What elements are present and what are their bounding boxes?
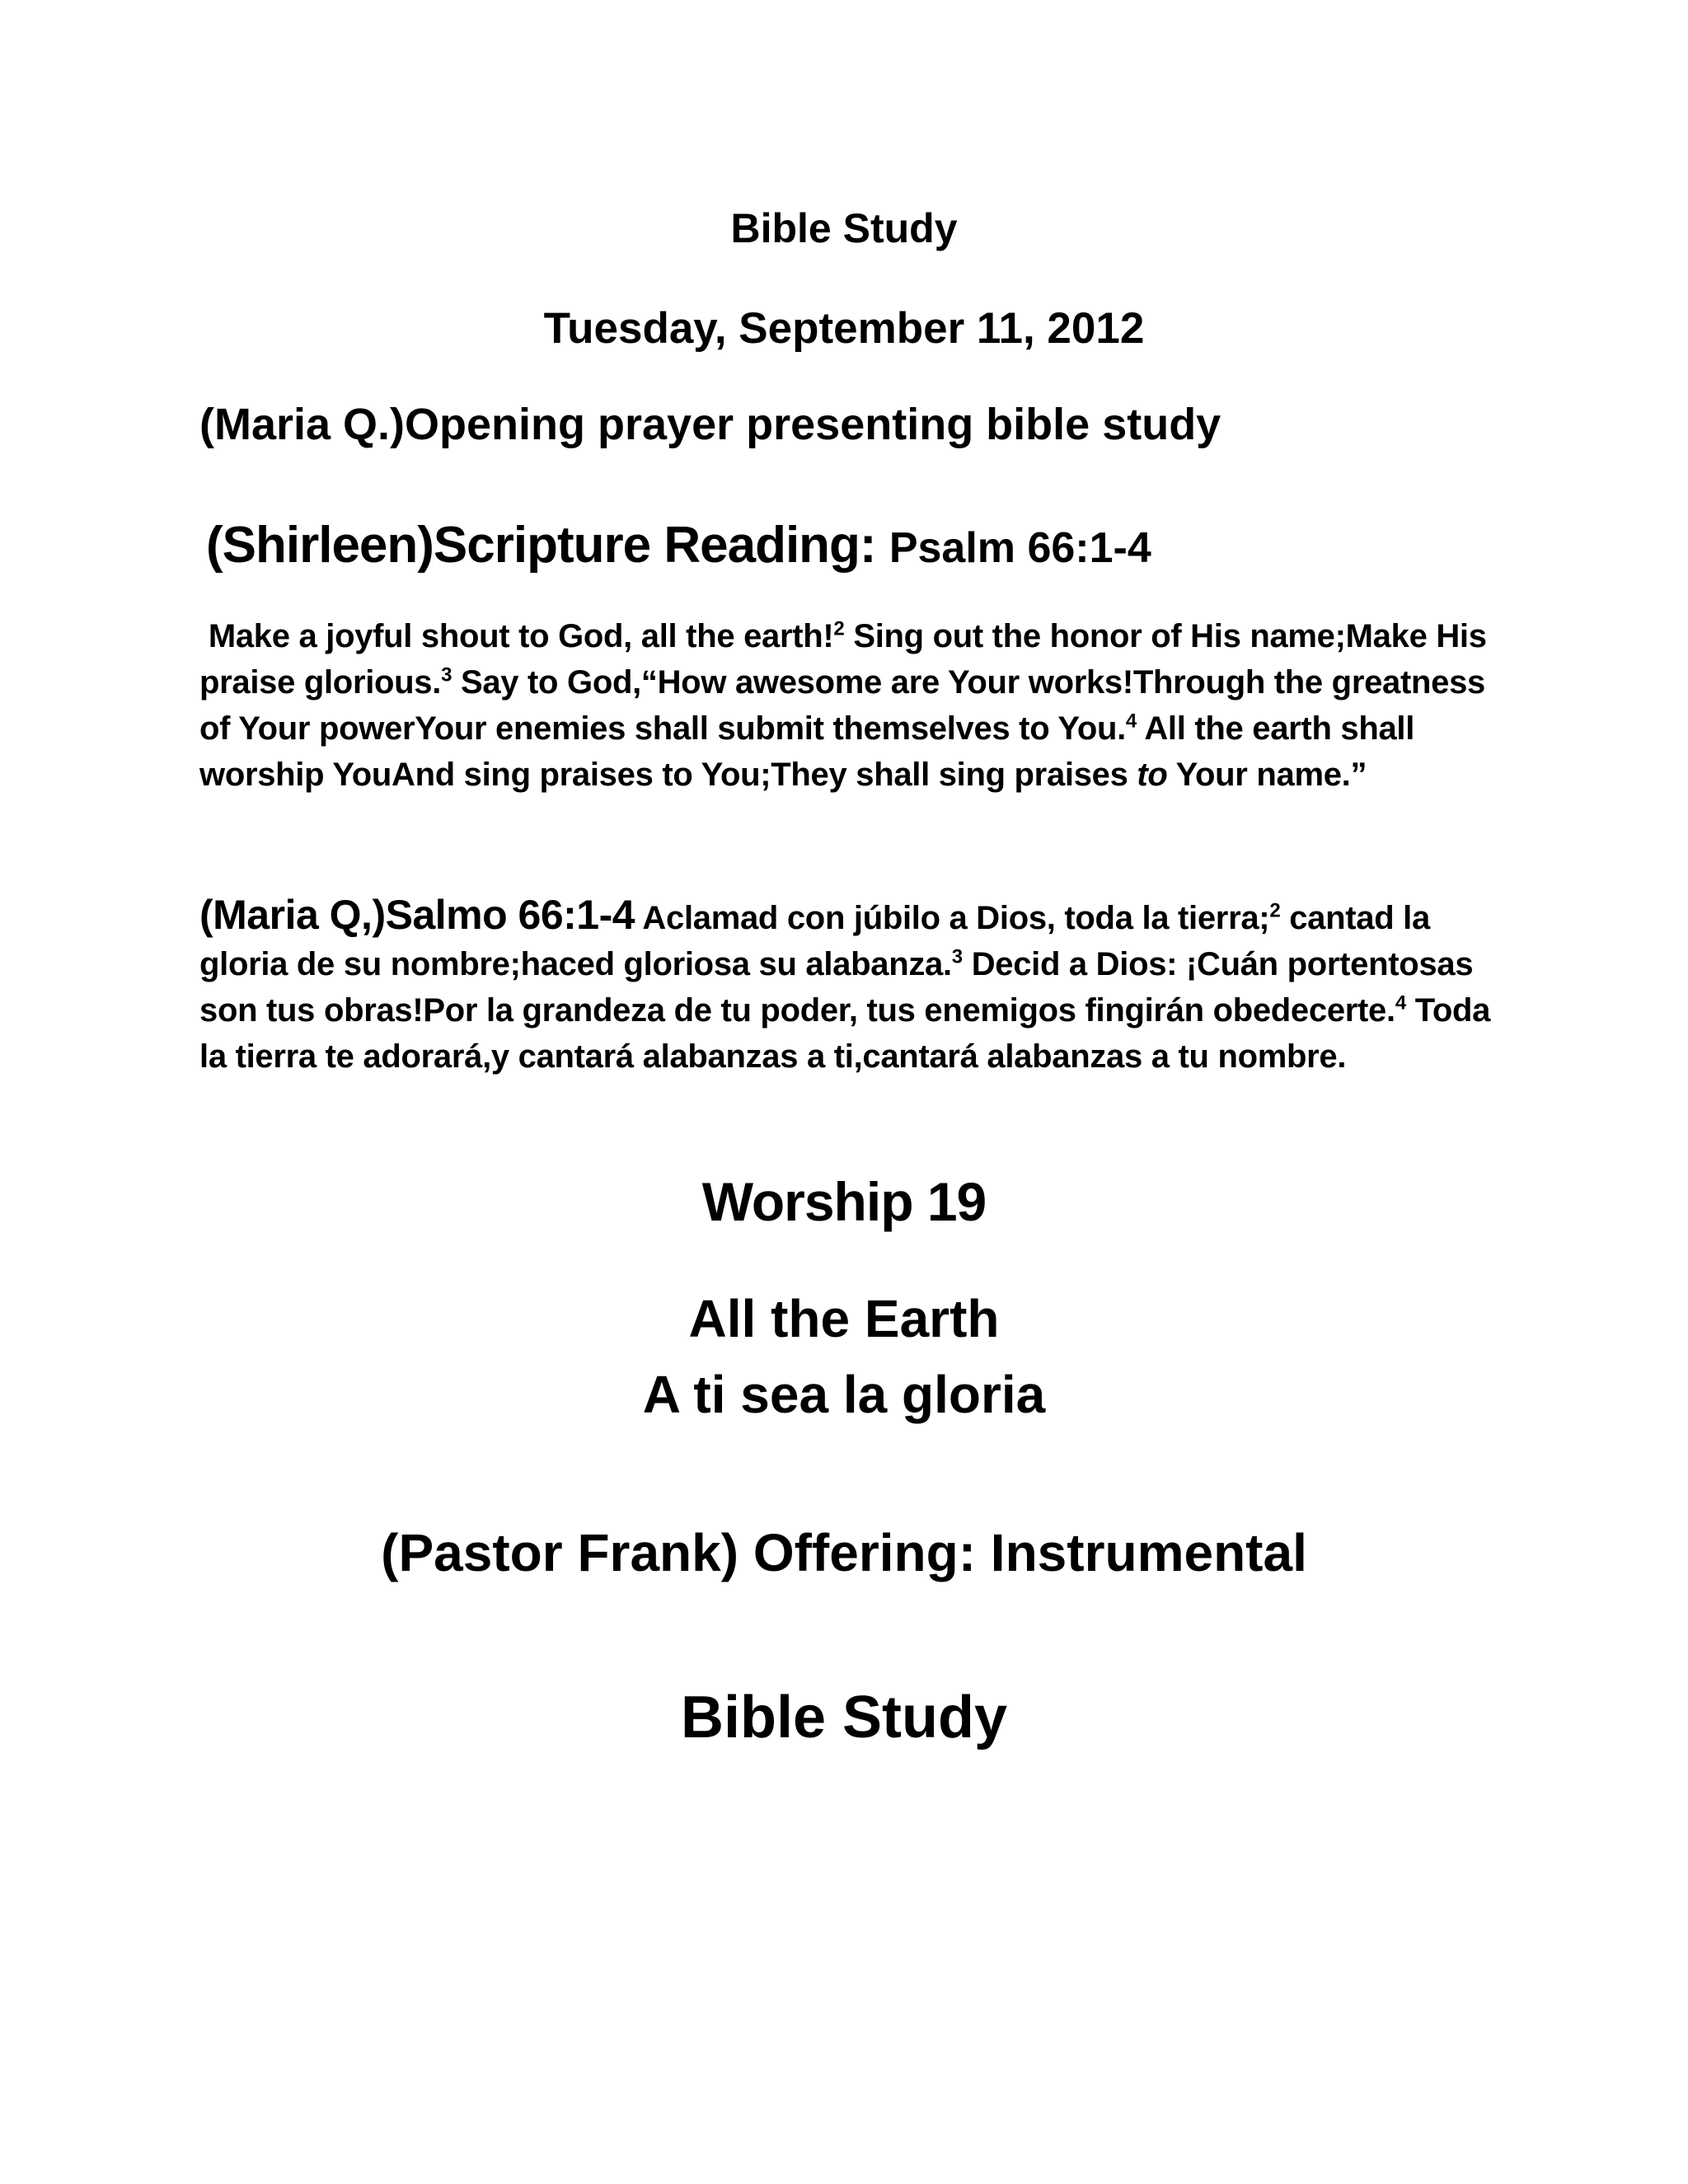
verse-number: 2 <box>833 617 845 640</box>
verse-number: 2 <box>1269 899 1281 922</box>
verse-text: Your name.” <box>1175 757 1367 793</box>
verse-number: 4 <box>1395 991 1406 1015</box>
verse-italic-word: to <box>1137 757 1168 793</box>
spanish-verse-paragraph <box>199 892 1502 1080</box>
verse-number: 3 <box>951 945 963 968</box>
song-title: All the Earth <box>688 1289 1000 1348</box>
verse-number: 3 <box>441 663 452 687</box>
page-title: Bible Study <box>730 205 958 251</box>
verse-text: Aclamad con júbilo a Dios, toda la tierra; <box>642 900 1270 936</box>
closing-bible-study-heading: Bible Study <box>680 1685 1008 1750</box>
english-verse-paragraph <box>199 613 1502 798</box>
offering-line: (Pastor Frank) Offering: Instrumental <box>381 1523 1307 1582</box>
verse-text: Say to God,“How awesome are Your works!Through the greatness of Your powerYour enemies shall submit themselves to You. <box>199 664 1485 747</box>
scripture-heading-label: (Shirleen)Scripture Reading: <box>206 517 876 574</box>
verse-text: Sing out the honor of His name;Make His praise glorious. <box>199 618 1487 701</box>
spanish-verse-reference: (Maria Q,)Salmo 66:1-4 <box>199 892 635 938</box>
verse-text: cantad la gloria de su nombre;haced gloriosa su alabanza. <box>199 900 1430 982</box>
opening-prayer-line: (Maria Q.)Opening prayer presenting bible study <box>199 400 1221 449</box>
verse-number: 4 <box>1125 710 1137 733</box>
service-date: Tuesday, September 11, 2012 <box>543 304 1145 353</box>
worship-heading: Worship 19 <box>701 1171 987 1232</box>
verse-text: Toda la tierra te adorará,y cantará alabanzas a ti,cantará alabanzas a tu nombre. <box>199 992 1491 1075</box>
verse-text: Decid a Dios: ¡Cuán portentosas son tus obras!Por la grandeza de tu poder, tus enemigos fingirán obedecerte. <box>199 946 1474 1029</box>
verse-text: Make a joyful shout to God, all the earth! <box>208 618 834 654</box>
verse-text: All the earth shall worship YouAnd sing praises to You;They shall sing praises <box>199 710 1415 793</box>
song-title: A ti sea la gloria <box>642 1365 1046 1424</box>
scripture-reference: Psalm 66:1-4 <box>889 524 1151 572</box>
scripture-reading-heading <box>206 516 1151 574</box>
